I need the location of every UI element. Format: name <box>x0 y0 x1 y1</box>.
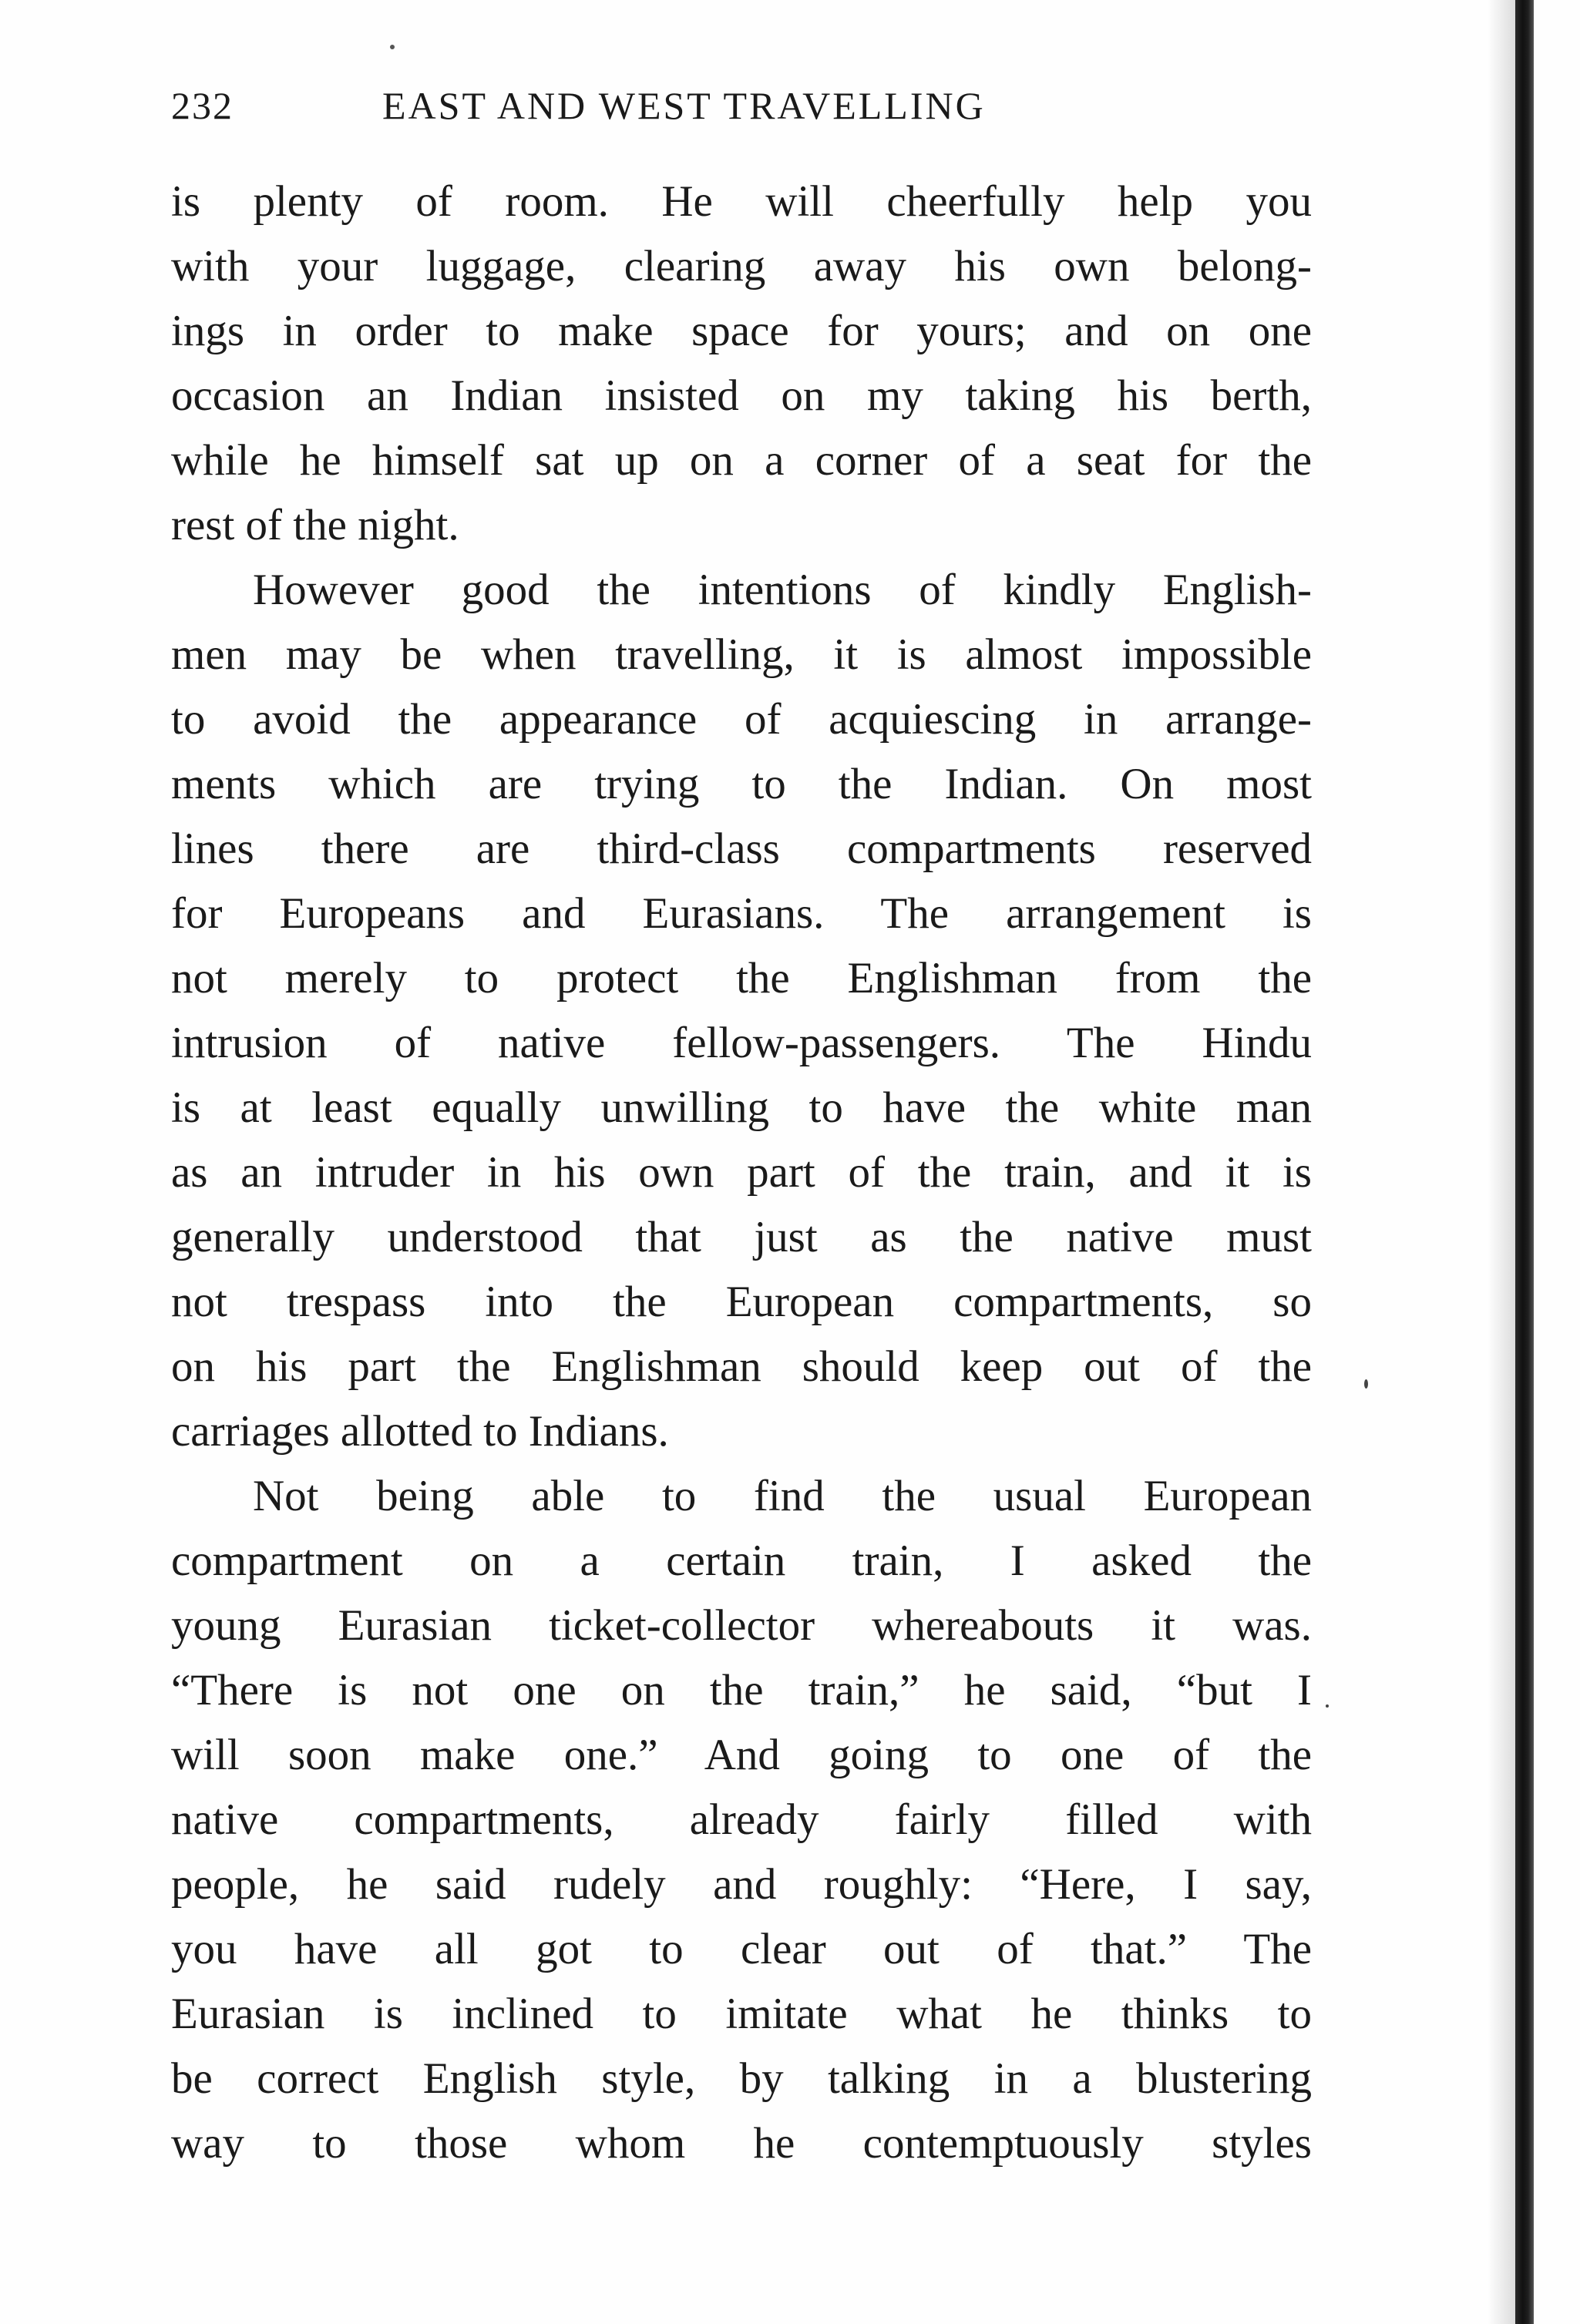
text-line: carriages allotted to Indians. <box>171 1407 669 1456</box>
text-line: Eurasian is inclined to imitate what he thinks to <box>171 1990 1312 2038</box>
binding-edge <box>1515 0 1534 2324</box>
text-line: compartment on a certain train, I asked the <box>171 1536 1312 1585</box>
text-line: with your luggage, clearing away his own belong- <box>171 242 1312 290</box>
text-line: rest of the night. <box>171 501 459 549</box>
text-line: way to those whom he contemptuously styles <box>171 2119 1312 2168</box>
text-line: for Europeans and Eurasians. The arrangement is <box>171 889 1312 938</box>
text-line: you have all got to clear out of that.” The <box>171 1925 1312 1973</box>
text-line: not merely to protect the Englishman from the <box>171 954 1312 1002</box>
page-gutter-shadow <box>1488 0 1515 2324</box>
running-head <box>171 83 1312 137</box>
text-line: young Eurasian ticket-collector whereabouts it was. <box>171 1601 1312 1650</box>
text-line: intrusion of native fellow-passengers. The Hindu <box>171 1019 1312 1067</box>
text-line: will soon make one.” And going to one of the <box>171 1731 1312 1779</box>
text-line: “There is not one on the train,” he said, “but I <box>171 1666 1312 1714</box>
text-line: occasion an Indian insisted on my taking his berth, <box>171 371 1312 420</box>
text-line: be correct English style, by talking in a blustering <box>171 2054 1312 2103</box>
text-line: is at least equally unwilling to have the white man <box>171 1083 1312 1132</box>
text-line: lines there are third-class compartments reserved <box>171 824 1312 873</box>
text-line: ings in order to make space for yours; and on one <box>171 307 1312 355</box>
text-line: is plenty of room. He will cheerfully help you <box>171 177 1312 226</box>
text-line: not trespass into the European compartments, so <box>171 1278 1312 1326</box>
paragraph <box>171 170 1312 558</box>
print-speck <box>1364 1379 1368 1389</box>
text-line: to avoid the appearance of acquiescing in arrange- <box>171 695 1312 744</box>
print-speck <box>390 45 395 49</box>
text-line: native compartments, already fairly filled with <box>171 1795 1312 1844</box>
running-title: EAST AND WEST TRAVELLING <box>382 84 986 127</box>
text-line: However good the intentions of kindly English- <box>253 566 1312 614</box>
body-text <box>171 170 1312 2176</box>
text-line: as an intruder in his own part of the train, and it is <box>171 1148 1312 1197</box>
paragraph <box>171 1464 1312 2176</box>
text-line: while he himself sat up on a corner of a seat for the <box>171 436 1312 485</box>
text-line: generally understood that just as the native must <box>171 1213 1312 1261</box>
text-line: on his part the Englishman should keep out of the <box>171 1342 1312 1391</box>
page-number: 232 <box>171 84 234 127</box>
text-line: men may be when travelling, it is almost impossible <box>171 630 1312 679</box>
text-line: people, he said rudely and roughly: “Here, I say, <box>171 1860 1312 1909</box>
print-speck <box>1326 1704 1329 1708</box>
text-line: Not being able to find the usual European <box>253 1472 1312 1520</box>
paragraph <box>171 558 1312 1464</box>
text-line: ments which are trying to the Indian. On most <box>171 760 1312 808</box>
